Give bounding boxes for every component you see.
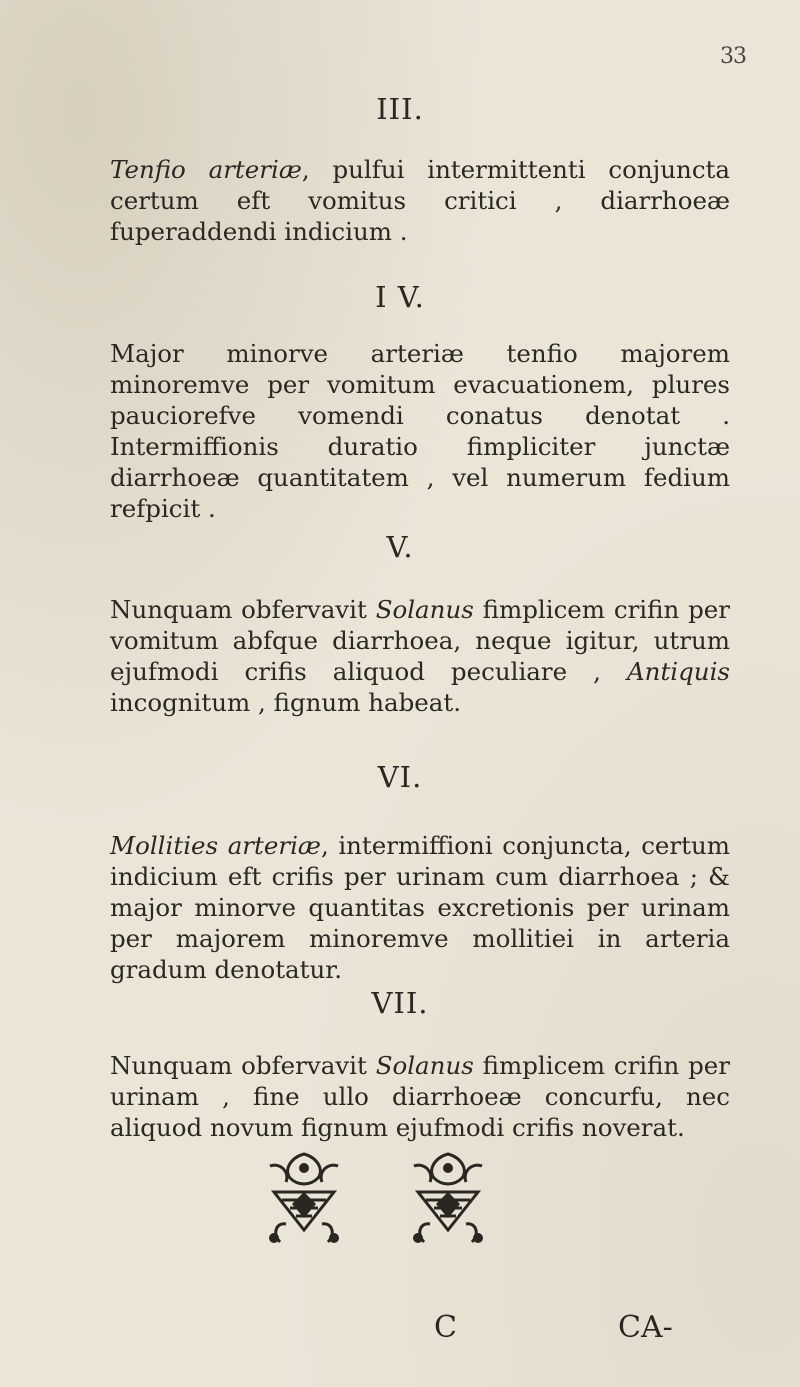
floral-ornament-icon (260, 1148, 348, 1248)
section-iii-paragraph (110, 154, 730, 247)
catchword: CA- (618, 1310, 673, 1345)
section-heading-vii: VII. (371, 986, 429, 1020)
section-v-text-3: incognitum , fignum habeat. (110, 688, 462, 717)
section-heading-vi: VI. (377, 760, 423, 794)
section-heading-v: V. (386, 530, 414, 564)
section-vi-text: , intermiffioni conjuncta, certum indicium eft crifis per urinam cum diarrhoea ; & major minorve quantitas excretionis per urinam per majorem minoremve mollitiei in arteria gradum denotatur. (110, 831, 731, 984)
section-v-italic-1: Solanus (375, 595, 474, 624)
section-v-italic-2: Antiquis (626, 657, 730, 686)
ornament-row (0, 1148, 800, 1258)
floral-ornament-icon (404, 1148, 492, 1248)
section-v-text-2: fimplicem crifin per vomitum abfque diarrhoea, neque igitur, utrum ejufmodi crifis aliquod peculiare , (110, 595, 731, 686)
section-vii-paragraph (110, 1050, 730, 1143)
section-vii-text-1: Nunquam obfervavit (110, 1051, 376, 1080)
section-vi-lead: Mollities arteriæ (110, 831, 321, 860)
section-vii-text-2: fimplicem crifin per urinam , fine ullo diarrhoeæ concurfu, nec aliquod novum fignum ejufmodi crifis noverat. (110, 1051, 731, 1142)
signature-mark: C (434, 1310, 457, 1345)
page-number: 33 (720, 44, 746, 69)
section-iii-text: , pulfui intermittenti conjuncta certum eft vomitus critici , diarrhoeæ fuperaddendi indicium . (110, 155, 730, 246)
section-v-paragraph (110, 594, 730, 718)
section-iv-paragraph: Major minorve arteriæ tenfio majorem minoremve per vomitum evacuationem, plures pauciorefve vomendi conatus denotat . Intermiffionis duratio fimpliciter junctæ diarrhoeæ quantitatem , vel numerum fedium refpicit . (110, 339, 730, 523)
section-vi-paragraph (110, 830, 730, 985)
section-iii-lead: Tenfio arteriæ (110, 155, 302, 184)
section-vii-italic: Solanus (375, 1051, 474, 1080)
section-v-text-1: Nunquam obfervavit (110, 595, 376, 624)
section-heading-iii: III. (376, 92, 424, 126)
section-heading-iv: I V. (375, 280, 425, 314)
